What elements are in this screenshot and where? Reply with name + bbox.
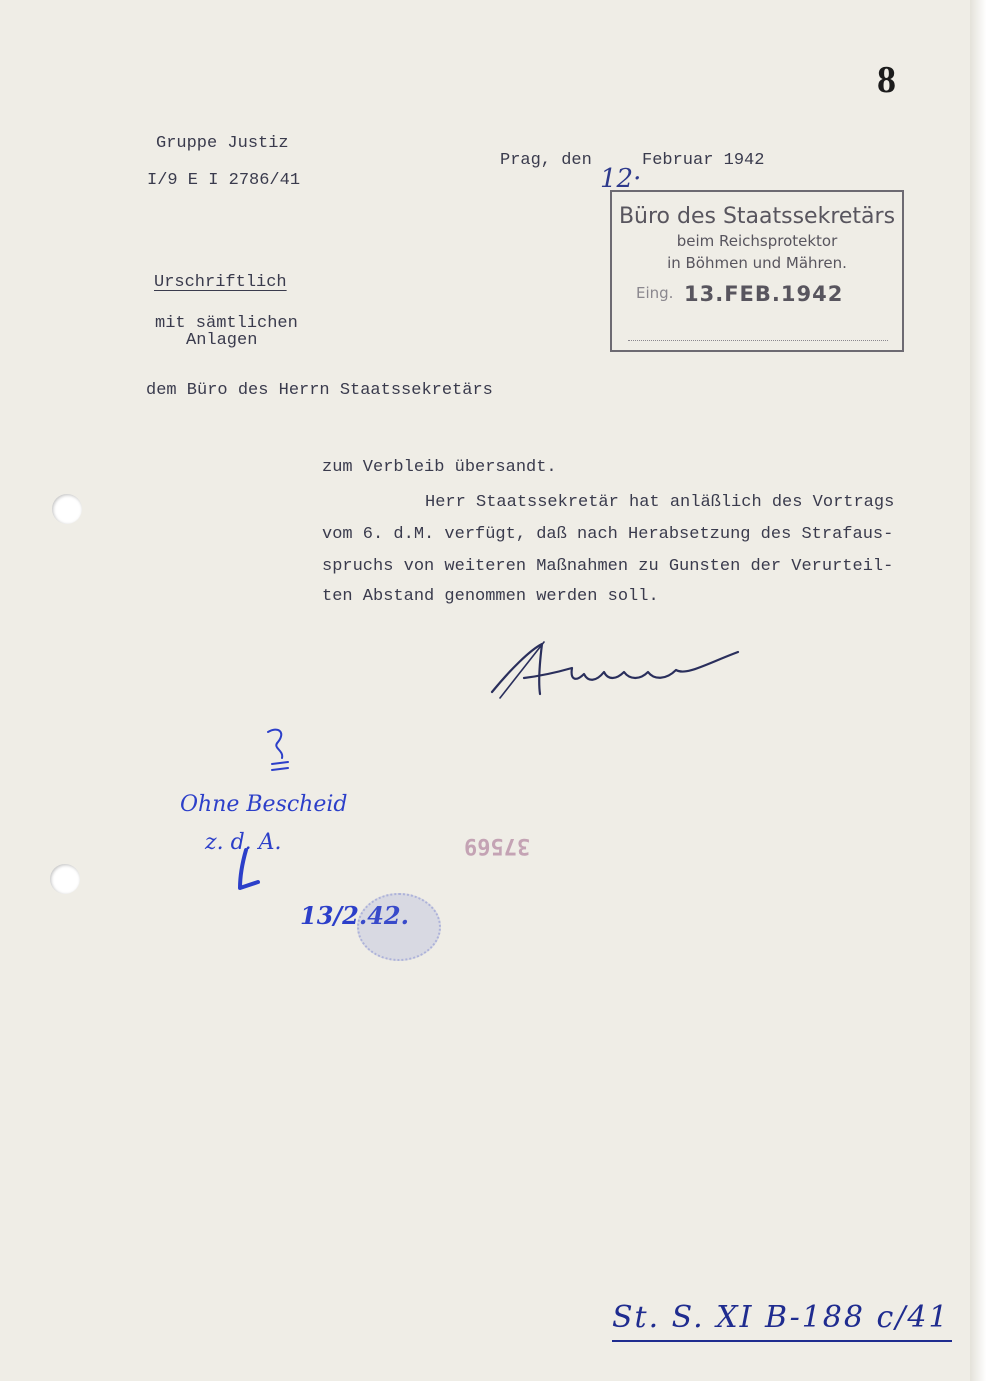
enclosures-line-1: mit sämtlichen [155, 314, 298, 333]
stamp-authority-line: beim Reichsprotektor [676, 232, 838, 250]
received-stamp [610, 190, 904, 352]
reference-number: I/9 E I 2786/41 [147, 171, 301, 190]
punch-hole-upper [52, 494, 82, 524]
body-line: spruchs von weiteren Maßnahmen zu Gunsten der Verurteil- [322, 557, 894, 576]
faint-blue-seal [357, 893, 441, 961]
place-date-prefix: Prag, den [500, 151, 592, 170]
original-heading: Urschriftlich [154, 273, 287, 292]
recipient-line: dem Büro des Herrn Staatssekretärs [146, 381, 493, 400]
page-number: 8 [877, 59, 896, 101]
handwritten-note-date: 13/2.42. [300, 901, 409, 930]
handwritten-note-line-2: z. d. A. [205, 830, 282, 855]
stamp-office-line: Büro des Staatssekretärs [618, 204, 896, 229]
stamp-region-line: in Böhmen und Mähren. [667, 254, 847, 272]
department-name: Gruppe Justiz [156, 134, 289, 153]
handwritten-paraph [232, 846, 272, 896]
date-day-handwritten: 12· [600, 164, 642, 194]
body-line: vom 6. d.M. verfügt, daß nach Herabsetzung des Strafaus- [322, 525, 894, 544]
faint-registry-number: 37569 [464, 833, 531, 858]
stamp-received-label: Eing. [636, 284, 674, 302]
body-line: ten Abstand genommen werden soll. [322, 587, 659, 606]
body-line: Herr Staatssekretär hat anläßlich des Vortrags [425, 493, 895, 512]
date-month-year: Februar 1942 [642, 151, 765, 170]
stamp-date: 13.FEB.1942 [684, 282, 844, 306]
sent-line: zum Verbleib übersandt. [322, 458, 557, 477]
handwritten-initial-mark [258, 724, 298, 774]
signature [480, 630, 760, 710]
enclosures-line-2: Anlagen [186, 331, 258, 350]
handwritten-note-line-1: Ohne Bescheid [180, 792, 348, 817]
punch-hole-lower [50, 864, 80, 894]
archive-reference: St. S. XI B-188 c/41 [612, 1300, 950, 1335]
stamp-dotted-line [628, 340, 888, 341]
paper-edge [970, 0, 1000, 1381]
archive-reference-underline [612, 1340, 952, 1342]
